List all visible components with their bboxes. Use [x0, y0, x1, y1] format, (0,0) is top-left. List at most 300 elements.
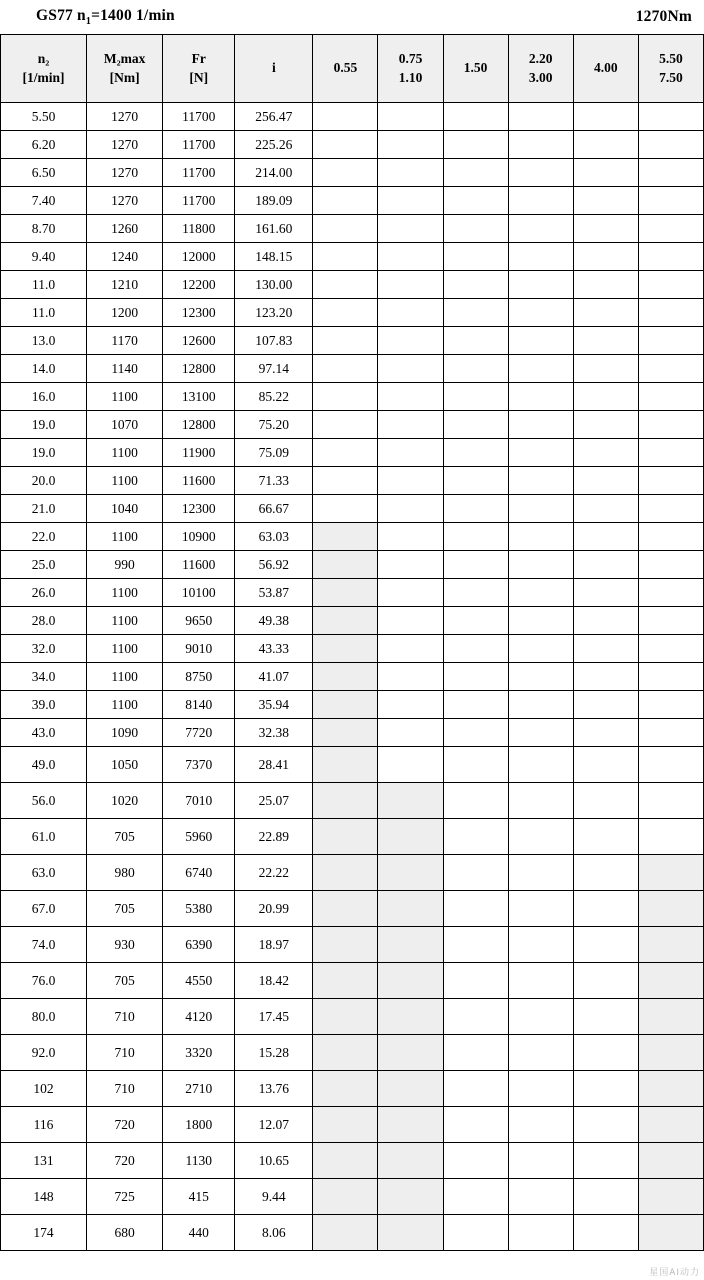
cell-fr: 10100	[163, 579, 235, 607]
cell-n2: 80.0	[1, 999, 87, 1035]
cell-power-5-50-7-50	[638, 439, 703, 467]
cell-m2max: 1090	[87, 719, 163, 747]
cell-power-0-75-1-10	[378, 383, 443, 411]
cell-power-0-55	[313, 1071, 378, 1107]
table-row	[1, 635, 704, 663]
cell-fr: 10900	[163, 523, 235, 551]
cell-ratio: 97.14	[235, 355, 313, 383]
cell-m2max: 680	[87, 1215, 163, 1251]
cell-fr: 9650	[163, 607, 235, 635]
cell-power-5-50-7-50	[638, 663, 703, 691]
cell-power-4-00	[573, 439, 638, 467]
cell-power-0-75-1-10	[378, 243, 443, 271]
cell-power-4-00	[573, 855, 638, 891]
cell-power-5-50-7-50	[638, 819, 703, 855]
cell-ratio: 148.15	[235, 243, 313, 271]
cell-power-5-50-7-50	[638, 963, 703, 999]
page-title-prefix: GS77 n	[36, 6, 86, 24]
cell-m2max: 705	[87, 819, 163, 855]
cell-n2: 67.0	[1, 891, 87, 927]
cell-power-1-50	[443, 355, 508, 383]
header-power-0-55-line1: 0.55	[333, 60, 358, 76]
cell-power-2-20-3-00	[508, 819, 573, 855]
cell-power-5-50-7-50	[638, 579, 703, 607]
cell-fr: 11700	[163, 159, 235, 187]
cell-power-2-20-3-00	[508, 215, 573, 243]
cell-m2max: 1100	[87, 467, 163, 495]
cell-power-5-50-7-50	[638, 215, 703, 243]
cell-n2: 56.0	[1, 783, 87, 819]
cell-power-0-55	[313, 187, 378, 215]
cell-power-0-55	[313, 963, 378, 999]
cell-n2: 6.50	[1, 159, 87, 187]
cell-power-5-50-7-50	[638, 159, 703, 187]
cell-ratio: 85.22	[235, 383, 313, 411]
cell-power-1-50	[443, 439, 508, 467]
cell-power-0-75-1-10	[378, 927, 443, 963]
cell-power-1-50	[443, 523, 508, 551]
cell-fr: 5960	[163, 819, 235, 855]
cell-n2: 5.50	[1, 103, 87, 131]
cell-power-4-00	[573, 411, 638, 439]
cell-n2: 13.0	[1, 327, 87, 355]
cell-power-4-00	[573, 299, 638, 327]
table-row	[1, 1107, 704, 1143]
cell-power-1-50	[443, 719, 508, 747]
table-row	[1, 159, 704, 187]
cell-power-1-50	[443, 131, 508, 159]
cell-power-5-50-7-50	[638, 299, 703, 327]
cell-fr: 440	[163, 1215, 235, 1251]
cell-m2max: 1140	[87, 355, 163, 383]
cell-power-0-55	[313, 855, 378, 891]
cell-power-2-20-3-00	[508, 159, 573, 187]
table-row	[1, 271, 704, 299]
cell-fr: 4120	[163, 999, 235, 1035]
cell-power-5-50-7-50	[638, 103, 703, 131]
cell-n2: 16.0	[1, 383, 87, 411]
header-fr	[163, 35, 235, 103]
cell-n2: 21.0	[1, 495, 87, 523]
cell-power-1-50	[443, 579, 508, 607]
table-row	[1, 691, 704, 719]
cell-m2max: 705	[87, 891, 163, 927]
cell-fr: 11700	[163, 103, 235, 131]
cell-m2max: 980	[87, 855, 163, 891]
cell-n2: 43.0	[1, 719, 87, 747]
header-power-3-00: 3.00	[528, 69, 553, 85]
cell-power-0-55	[313, 103, 378, 131]
cell-power-2-20-3-00	[508, 551, 573, 579]
cell-power-2-20-3-00	[508, 691, 573, 719]
cell-ratio: 66.67	[235, 495, 313, 523]
cell-fr: 12200	[163, 271, 235, 299]
cell-power-5-50-7-50	[638, 607, 703, 635]
cell-power-4-00	[573, 1143, 638, 1179]
cell-power-0-55	[313, 663, 378, 691]
table-row	[1, 579, 704, 607]
table-row	[1, 891, 704, 927]
cell-power-4-00	[573, 1107, 638, 1143]
cell-power-4-00	[573, 1035, 638, 1071]
header-power-1-50	[443, 35, 508, 103]
cell-fr: 12800	[163, 411, 235, 439]
cell-power-5-50-7-50	[638, 719, 703, 747]
cell-power-0-55	[313, 1107, 378, 1143]
cell-fr: 13100	[163, 383, 235, 411]
cell-power-2-20-3-00	[508, 411, 573, 439]
header-n2-line1: n₂	[37, 51, 50, 67]
cell-power-5-50-7-50	[638, 551, 703, 579]
cell-m2max: 720	[87, 1143, 163, 1179]
table-row	[1, 1035, 704, 1071]
cell-fr: 12300	[163, 299, 235, 327]
cell-power-2-20-3-00	[508, 747, 573, 783]
table-row	[1, 963, 704, 999]
cell-power-1-50	[443, 495, 508, 523]
cell-power-1-50	[443, 271, 508, 299]
cell-power-4-00	[573, 523, 638, 551]
cell-n2: 28.0	[1, 607, 87, 635]
cell-m2max: 1170	[87, 327, 163, 355]
cell-power-0-75-1-10	[378, 467, 443, 495]
table-row	[1, 663, 704, 691]
cell-m2max: 1270	[87, 187, 163, 215]
cell-m2max: 725	[87, 1179, 163, 1215]
cell-power-4-00	[573, 131, 638, 159]
cell-power-0-75-1-10	[378, 1215, 443, 1251]
cell-fr: 8140	[163, 691, 235, 719]
cell-power-0-75-1-10	[378, 271, 443, 299]
cell-n2: 61.0	[1, 819, 87, 855]
cell-power-0-55	[313, 411, 378, 439]
cell-power-0-75-1-10	[378, 1035, 443, 1071]
cell-ratio: 43.33	[235, 635, 313, 663]
cell-power-0-75-1-10	[378, 215, 443, 243]
cell-fr: 1800	[163, 1107, 235, 1143]
cell-power-4-00	[573, 495, 638, 523]
cell-power-1-50	[443, 187, 508, 215]
cell-power-0-55	[313, 299, 378, 327]
cell-power-0-55	[313, 819, 378, 855]
cell-fr: 7010	[163, 783, 235, 819]
header-i	[235, 35, 313, 103]
cell-m2max: 710	[87, 1035, 163, 1071]
table-row	[1, 327, 704, 355]
cell-n2: 20.0	[1, 467, 87, 495]
cell-power-2-20-3-00	[508, 327, 573, 355]
cell-power-5-50-7-50	[638, 635, 703, 663]
page-title	[36, 7, 175, 27]
table-row	[1, 607, 704, 635]
cell-power-2-20-3-00	[508, 495, 573, 523]
cell-power-0-75-1-10	[378, 1071, 443, 1107]
table-row	[1, 1143, 704, 1179]
header-power-0-75: 0.75	[398, 51, 423, 67]
cell-power-0-75-1-10	[378, 963, 443, 999]
cell-power-0-55	[313, 159, 378, 187]
watermark-label: 星国AI动力	[649, 1268, 700, 1278]
cell-power-5-50-7-50	[638, 467, 703, 495]
cell-fr: 3320	[163, 1035, 235, 1071]
cell-power-1-50	[443, 243, 508, 271]
cell-power-1-50	[443, 327, 508, 355]
cell-power-0-55	[313, 551, 378, 579]
cell-power-2-20-3-00	[508, 299, 573, 327]
cell-power-4-00	[573, 635, 638, 663]
cell-power-5-50-7-50	[638, 747, 703, 783]
cell-power-1-50	[443, 927, 508, 963]
cell-power-1-50	[443, 747, 508, 783]
cell-power-5-50-7-50	[638, 1143, 703, 1179]
cell-fr: 4550	[163, 963, 235, 999]
header-power-2-20-3-00	[508, 35, 573, 103]
cell-power-0-55	[313, 579, 378, 607]
cell-power-4-00	[573, 607, 638, 635]
cell-ratio: 56.92	[235, 551, 313, 579]
cell-fr: 5380	[163, 891, 235, 927]
cell-power-1-50	[443, 663, 508, 691]
cell-power-5-50-7-50	[638, 1215, 703, 1251]
table-row	[1, 103, 704, 131]
cell-m2max: 1020	[87, 783, 163, 819]
cell-m2max: 930	[87, 927, 163, 963]
cell-power-1-50	[443, 159, 508, 187]
header-power-7-50: 7.50	[659, 69, 683, 85]
cell-power-0-75-1-10	[378, 819, 443, 855]
cell-ratio: 214.00	[235, 159, 313, 187]
cell-ratio: 32.38	[235, 719, 313, 747]
cell-power-2-20-3-00	[508, 999, 573, 1035]
cell-fr: 415	[163, 1179, 235, 1215]
cell-power-2-20-3-00	[508, 523, 573, 551]
cell-n2: 19.0	[1, 411, 87, 439]
table-row	[1, 523, 704, 551]
cell-fr: 12600	[163, 327, 235, 355]
sheet-title-bar	[0, 0, 704, 34]
cell-power-4-00	[573, 243, 638, 271]
cell-power-0-75-1-10	[378, 103, 443, 131]
cell-power-4-00	[573, 719, 638, 747]
table-row	[1, 819, 704, 855]
cell-power-2-20-3-00	[508, 131, 573, 159]
table-row	[1, 927, 704, 963]
cell-power-4-00	[573, 215, 638, 243]
cell-m2max: 1240	[87, 243, 163, 271]
cell-power-0-55	[313, 1179, 378, 1215]
cell-ratio: 75.09	[235, 439, 313, 467]
cell-n2: 74.0	[1, 927, 87, 963]
cell-fr: 11700	[163, 187, 235, 215]
cell-power-4-00	[573, 663, 638, 691]
cell-power-4-00	[573, 927, 638, 963]
cell-power-0-55	[313, 243, 378, 271]
cell-n2: 9.40	[1, 243, 87, 271]
table-row	[1, 383, 704, 411]
cell-power-2-20-3-00	[508, 855, 573, 891]
cell-n2: 11.0	[1, 299, 87, 327]
cell-power-5-50-7-50	[638, 243, 703, 271]
cell-power-1-50	[443, 691, 508, 719]
cell-power-1-50	[443, 1035, 508, 1071]
cell-power-0-75-1-10	[378, 1143, 443, 1179]
cell-power-0-55	[313, 747, 378, 783]
cell-n2: 174	[1, 1215, 87, 1251]
cell-power-5-50-7-50	[638, 495, 703, 523]
cell-power-0-55	[313, 383, 378, 411]
cell-fr: 11600	[163, 467, 235, 495]
cell-power-0-75-1-10	[378, 607, 443, 635]
header-power-4-00-line1: 4.00	[593, 60, 618, 76]
cell-power-2-20-3-00	[508, 1107, 573, 1143]
cell-ratio: 225.26	[235, 131, 313, 159]
table-row	[1, 1179, 704, 1215]
header-power-4-00	[573, 35, 638, 103]
cell-n2: 63.0	[1, 855, 87, 891]
cell-power-0-55	[313, 439, 378, 467]
cell-power-0-75-1-10	[378, 327, 443, 355]
cell-m2max: 1100	[87, 607, 163, 635]
cell-power-4-00	[573, 271, 638, 299]
cell-ratio: 22.89	[235, 819, 313, 855]
cell-fr: 12300	[163, 495, 235, 523]
cell-power-2-20-3-00	[508, 891, 573, 927]
table-row	[1, 1215, 704, 1251]
cell-power-2-20-3-00	[508, 579, 573, 607]
cell-ratio: 189.09	[235, 187, 313, 215]
cell-power-4-00	[573, 187, 638, 215]
table-row	[1, 719, 704, 747]
cell-power-0-75-1-10	[378, 551, 443, 579]
cell-power-1-50	[443, 1215, 508, 1251]
cell-power-1-50	[443, 999, 508, 1035]
cell-n2: 49.0	[1, 747, 87, 783]
cell-m2max: 720	[87, 1107, 163, 1143]
cell-power-2-20-3-00	[508, 719, 573, 747]
cell-power-1-50	[443, 891, 508, 927]
cell-power-0-55	[313, 467, 378, 495]
cell-ratio: 63.03	[235, 523, 313, 551]
cell-power-1-50	[443, 215, 508, 243]
cell-m2max: 1100	[87, 663, 163, 691]
cell-fr: 8750	[163, 663, 235, 691]
header-power-0-75-1-10	[378, 35, 443, 103]
table-row	[1, 187, 704, 215]
cell-power-0-75-1-10	[378, 299, 443, 327]
cell-power-0-75-1-10	[378, 1179, 443, 1215]
table-row	[1, 467, 704, 495]
header-power-2-20: 2.20	[528, 51, 553, 67]
cell-power-1-50	[443, 1071, 508, 1107]
table-row	[1, 439, 704, 467]
cell-n2: 102	[1, 1071, 87, 1107]
cell-power-4-00	[573, 963, 638, 999]
torque-rating-label: 1270Nm	[635, 8, 692, 25]
cell-power-5-50-7-50	[638, 271, 703, 299]
cell-power-4-00	[573, 691, 638, 719]
cell-power-1-50	[443, 1179, 508, 1215]
cell-power-4-00	[573, 783, 638, 819]
cell-m2max: 1260	[87, 215, 163, 243]
cell-ratio: 75.20	[235, 411, 313, 439]
cell-power-5-50-7-50	[638, 383, 703, 411]
cell-power-1-50	[443, 963, 508, 999]
table-row	[1, 299, 704, 327]
cell-power-1-50	[443, 467, 508, 495]
cell-m2max: 1100	[87, 579, 163, 607]
cell-ratio: 10.65	[235, 1143, 313, 1179]
table-row	[1, 783, 704, 819]
cell-power-2-20-3-00	[508, 383, 573, 411]
cell-power-2-20-3-00	[508, 467, 573, 495]
cell-power-4-00	[573, 383, 638, 411]
page-title-suffix: =1400 1/min	[91, 6, 175, 24]
cell-power-5-50-7-50	[638, 327, 703, 355]
cell-m2max: 710	[87, 999, 163, 1035]
cell-ratio: 161.60	[235, 215, 313, 243]
table-row	[1, 495, 704, 523]
cell-power-4-00	[573, 467, 638, 495]
cell-power-1-50	[443, 819, 508, 855]
cell-power-0-55	[313, 523, 378, 551]
cell-m2max: 1100	[87, 635, 163, 663]
cell-n2: 19.0	[1, 439, 87, 467]
cell-ratio: 17.45	[235, 999, 313, 1035]
cell-power-1-50	[443, 103, 508, 131]
cell-power-2-20-3-00	[508, 783, 573, 819]
header-fr-line1: Fr	[191, 51, 206, 67]
header-power-0-55	[313, 35, 378, 103]
cell-m2max: 1100	[87, 523, 163, 551]
cell-ratio: 41.07	[235, 663, 313, 691]
cell-ratio: 49.38	[235, 607, 313, 635]
cell-power-0-75-1-10	[378, 1107, 443, 1143]
header-m2max	[87, 35, 163, 103]
cell-power-5-50-7-50	[638, 1107, 703, 1143]
cell-ratio: 18.42	[235, 963, 313, 999]
cell-power-4-00	[573, 327, 638, 355]
cell-power-2-20-3-00	[508, 1035, 573, 1071]
cell-n2: 116	[1, 1107, 87, 1143]
table-row	[1, 215, 704, 243]
cell-power-5-50-7-50	[638, 783, 703, 819]
cell-m2max: 1070	[87, 411, 163, 439]
cell-power-0-75-1-10	[378, 187, 443, 215]
cell-fr: 1130	[163, 1143, 235, 1179]
cell-power-0-75-1-10	[378, 159, 443, 187]
cell-ratio: 28.41	[235, 747, 313, 783]
cell-power-4-00	[573, 1071, 638, 1107]
cell-power-0-55	[313, 891, 378, 927]
cell-m2max: 1270	[87, 103, 163, 131]
header-m2max-line1: M₂max	[103, 51, 146, 67]
cell-power-0-55	[313, 691, 378, 719]
cell-n2: 8.70	[1, 215, 87, 243]
cell-power-2-20-3-00	[508, 1179, 573, 1215]
cell-n2: 25.0	[1, 551, 87, 579]
cell-m2max: 710	[87, 1071, 163, 1107]
cell-power-2-20-3-00	[508, 607, 573, 635]
cell-n2: 22.0	[1, 523, 87, 551]
cell-m2max: 1100	[87, 691, 163, 719]
cell-power-5-50-7-50	[638, 187, 703, 215]
cell-power-2-20-3-00	[508, 927, 573, 963]
cell-power-5-50-7-50	[638, 855, 703, 891]
cell-power-0-75-1-10	[378, 411, 443, 439]
cell-m2max: 1270	[87, 131, 163, 159]
cell-fr: 7370	[163, 747, 235, 783]
cell-ratio: 71.33	[235, 467, 313, 495]
